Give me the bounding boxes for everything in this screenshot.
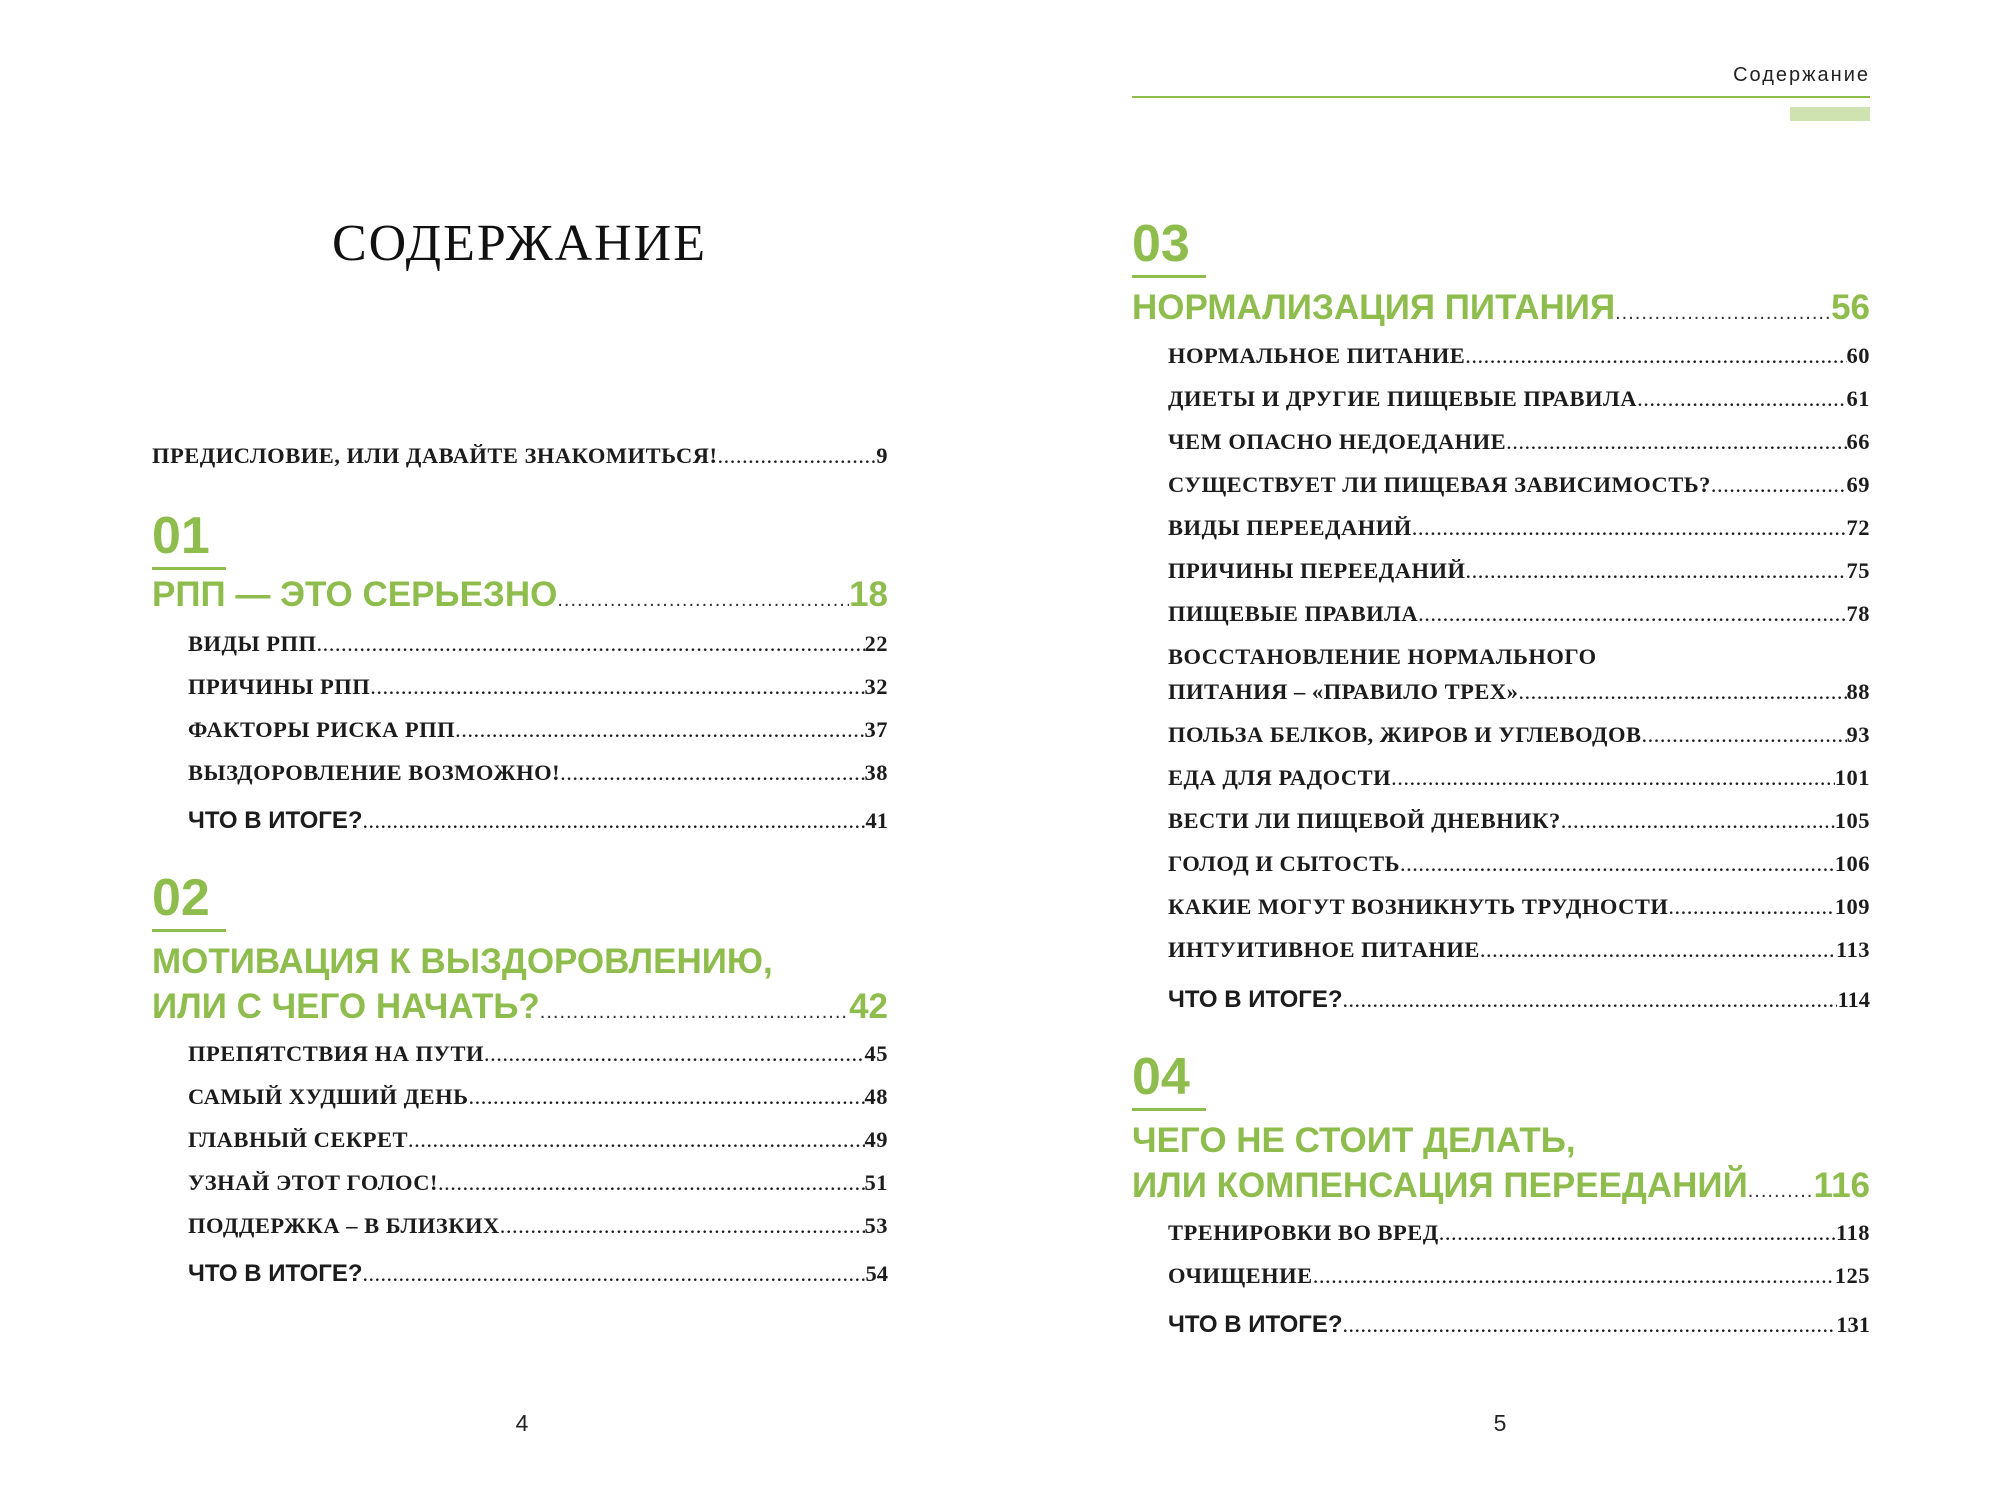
toc-entry[interactable]: ПРЕПЯТСТВИЯ НА ПУТИ ..... 45 (188, 1039, 888, 1069)
dot-leader (363, 805, 866, 837)
dot-leader (1506, 427, 1846, 457)
dot-leader (1561, 806, 1835, 836)
dot-leader (1439, 1218, 1836, 1248)
dot-leader (370, 672, 864, 702)
right-page (1000, 0, 2000, 1500)
dot-leader (408, 1125, 865, 1155)
right-toc-column (1132, 0, 1870, 1500)
toc-entry[interactable]: ВИДЫ РПП ..... 22 (188, 629, 888, 659)
dot-leader (1637, 384, 1846, 414)
dot-leader (1668, 892, 1834, 922)
toc-entry[interactable]: ИНТУИТИВНОЕ ПИТАНИЕ ..... 113 (1168, 935, 1870, 965)
chapter-number-04: 04 (1132, 1047, 1194, 1107)
dot-leader (560, 758, 864, 788)
dot-leader (363, 1258, 866, 1290)
toc-entry[interactable]: ФАКТОРЫ РИСКА РПП ..... 37 (188, 715, 888, 745)
running-header: Содержание (1733, 64, 1870, 86)
dot-leader (540, 990, 849, 1034)
toc-summary-03[interactable]: ЧТО В ИТОГЕ? ..... 114 (1168, 984, 1870, 1016)
dot-leader (1343, 984, 1838, 1016)
toc-entry[interactable]: ОЧИЩЕНИЕ ..... 125 (1168, 1261, 1870, 1291)
dot-leader (718, 441, 877, 471)
toc-entry[interactable]: ГОЛОД И СЫТОСТЬ ..... 106 (1168, 849, 1870, 879)
toc-summary-04[interactable]: ЧТО В ИТОГЕ? ..... 131 (1168, 1309, 1870, 1341)
toc-entry-preface[interactable]: ПРЕДИСЛОВИЕ, ИЛИ ДАВАЙТЕ ЗНАКОМИТЬСЯ! ..... 9 (152, 441, 888, 471)
toc-entry[interactable]: ПРИЧИНЫ РПП ..... 32 (188, 672, 888, 702)
toc-entry-line1: ВОССТАНОВЛЕНИЕ НОРМАЛЬНОГО (1168, 644, 1597, 669)
toc-entry[interactable]: НОРМАЛЬНОЕ ПИТАНИЕ ..... 60 (1168, 341, 1870, 371)
chapter-number-02: 02 (152, 868, 214, 928)
toc-entry-multiline[interactable]: ПИТАНИЯ – «ПРАВИЛО ТРЕХ» ..... 88 (1168, 677, 1870, 707)
toc-entry[interactable]: УЗНАЙ ЭТОТ ГОЛОС! ..... 51 (188, 1168, 888, 1198)
dot-leader (1615, 291, 1831, 335)
dot-leader (557, 578, 849, 622)
dot-leader (1412, 513, 1847, 543)
dot-leader (1641, 720, 1846, 750)
dot-leader (1465, 556, 1846, 586)
chapter-02-title-line1: МОТИВАЦИЯ К ВЫЗДОРОВЛЕНИЮ, (152, 942, 773, 981)
dot-leader (1391, 763, 1835, 793)
toc-entry[interactable]: ПОДДЕРЖКА – В БЛИЗКИХ ..... 53 (188, 1211, 888, 1241)
page-number-right: 5 (1493, 1410, 1507, 1436)
dot-leader (1313, 1261, 1835, 1291)
toc-entry[interactable]: ПРИЧИНЫ ПЕРЕЕДАНИЙ ..... 75 (1168, 556, 1870, 586)
chapter-number-01: 01 (152, 506, 214, 566)
dot-leader (1748, 1169, 1814, 1213)
toc-entry[interactable]: ЕДА ДЛЯ РАДОСТИ ..... 101 (1168, 763, 1870, 793)
toc-summary-01[interactable]: ЧТО В ИТОГЕ? ..... 41 (188, 805, 888, 837)
dot-leader (1480, 935, 1836, 965)
dot-leader (500, 1211, 865, 1241)
dot-leader (455, 715, 864, 745)
dot-leader (1465, 341, 1846, 371)
dot-leader (316, 629, 864, 659)
page-number-left: 4 (515, 1410, 529, 1436)
chapter-04-title-line1: ЧЕГО НЕ СТОИТ ДЕЛАТЬ, (1132, 1121, 1576, 1160)
dot-leader (438, 1168, 865, 1198)
toc-entry[interactable]: ВЕСТИ ЛИ ПИЩЕВОЙ ДНЕВНИК? ..... 105 (1168, 806, 1870, 836)
toc-entry[interactable]: ПИЩЕВЫЕ ПРАВИЛА ..... 78 (1168, 599, 1870, 629)
toc-entry[interactable]: КАКИЕ МОГУТ ВОЗНИКНУТЬ ТРУДНОСТИ ..... 109 (1168, 892, 1870, 922)
toc-entry[interactable]: ГЛАВНЫЙ СЕКРЕТ ..... 49 (188, 1125, 888, 1155)
toc-entry[interactable]: ЧЕМ ОПАСНО НЕДОЕДАНИЕ ..... 66 (1168, 427, 1870, 457)
toc-entry[interactable]: ВИДЫ ПЕРЕЕДАНИЙ ..... 72 (1168, 513, 1870, 543)
dot-leader (1343, 1309, 1837, 1341)
toc-chapter-04[interactable]: ИЛИ КОМПЕНСАЦИЯ ПЕРЕЕДАНИЙ ..... 116 (1132, 1164, 1870, 1213)
left-toc-column (152, 0, 888, 1500)
toc-entry[interactable]: ДИЕТЫ И ДРУГИЕ ПИЩЕВЫЕ ПРАВИЛА ..... 61 (1168, 384, 1870, 414)
contents-title: СОДЕРЖАНИЕ (332, 215, 707, 272)
toc-entry[interactable]: СУЩЕСТВУЕТ ЛИ ПИЩЕВАЯ ЗАВИСИМОСТЬ? ..... 69 (1168, 470, 1870, 500)
chapter-number-03: 03 (1132, 214, 1194, 274)
toc-chapter-01[interactable]: РПП — ЭТО СЕРЬЕЗНО ..... 18 (152, 573, 888, 622)
toc-entry[interactable]: ТРЕНИРОВКИ ВО ВРЕД ..... 118 (1168, 1218, 1870, 1248)
dot-leader (1400, 849, 1835, 879)
toc-entry[interactable]: ВЫЗДОРОВЛЕНИЕ ВОЗМОЖНО! ..... 38 (188, 758, 888, 788)
dot-leader (1711, 470, 1847, 500)
dot-leader (469, 1082, 865, 1112)
toc-chapter-03[interactable]: НОРМАЛИЗАЦИЯ ПИТАНИЯ ..... 56 (1132, 286, 1870, 335)
toc-entry[interactable]: ПОЛЬЗА БЕЛКОВ, ЖИРОВ И УГЛЕВОДОВ ..... 93 (1168, 720, 1870, 750)
dot-leader (1418, 599, 1846, 629)
dot-leader (484, 1039, 864, 1069)
toc-entry[interactable]: САМЫЙ ХУДШИЙ ДЕНЬ ..... 48 (188, 1082, 888, 1112)
dot-leader (1518, 677, 1846, 707)
toc-summary-02[interactable]: ЧТО В ИТОГЕ? ..... 54 (188, 1258, 888, 1290)
toc-chapter-02[interactable]: ИЛИ С ЧЕГО НАЧАТЬ? ..... 42 (152, 985, 888, 1034)
